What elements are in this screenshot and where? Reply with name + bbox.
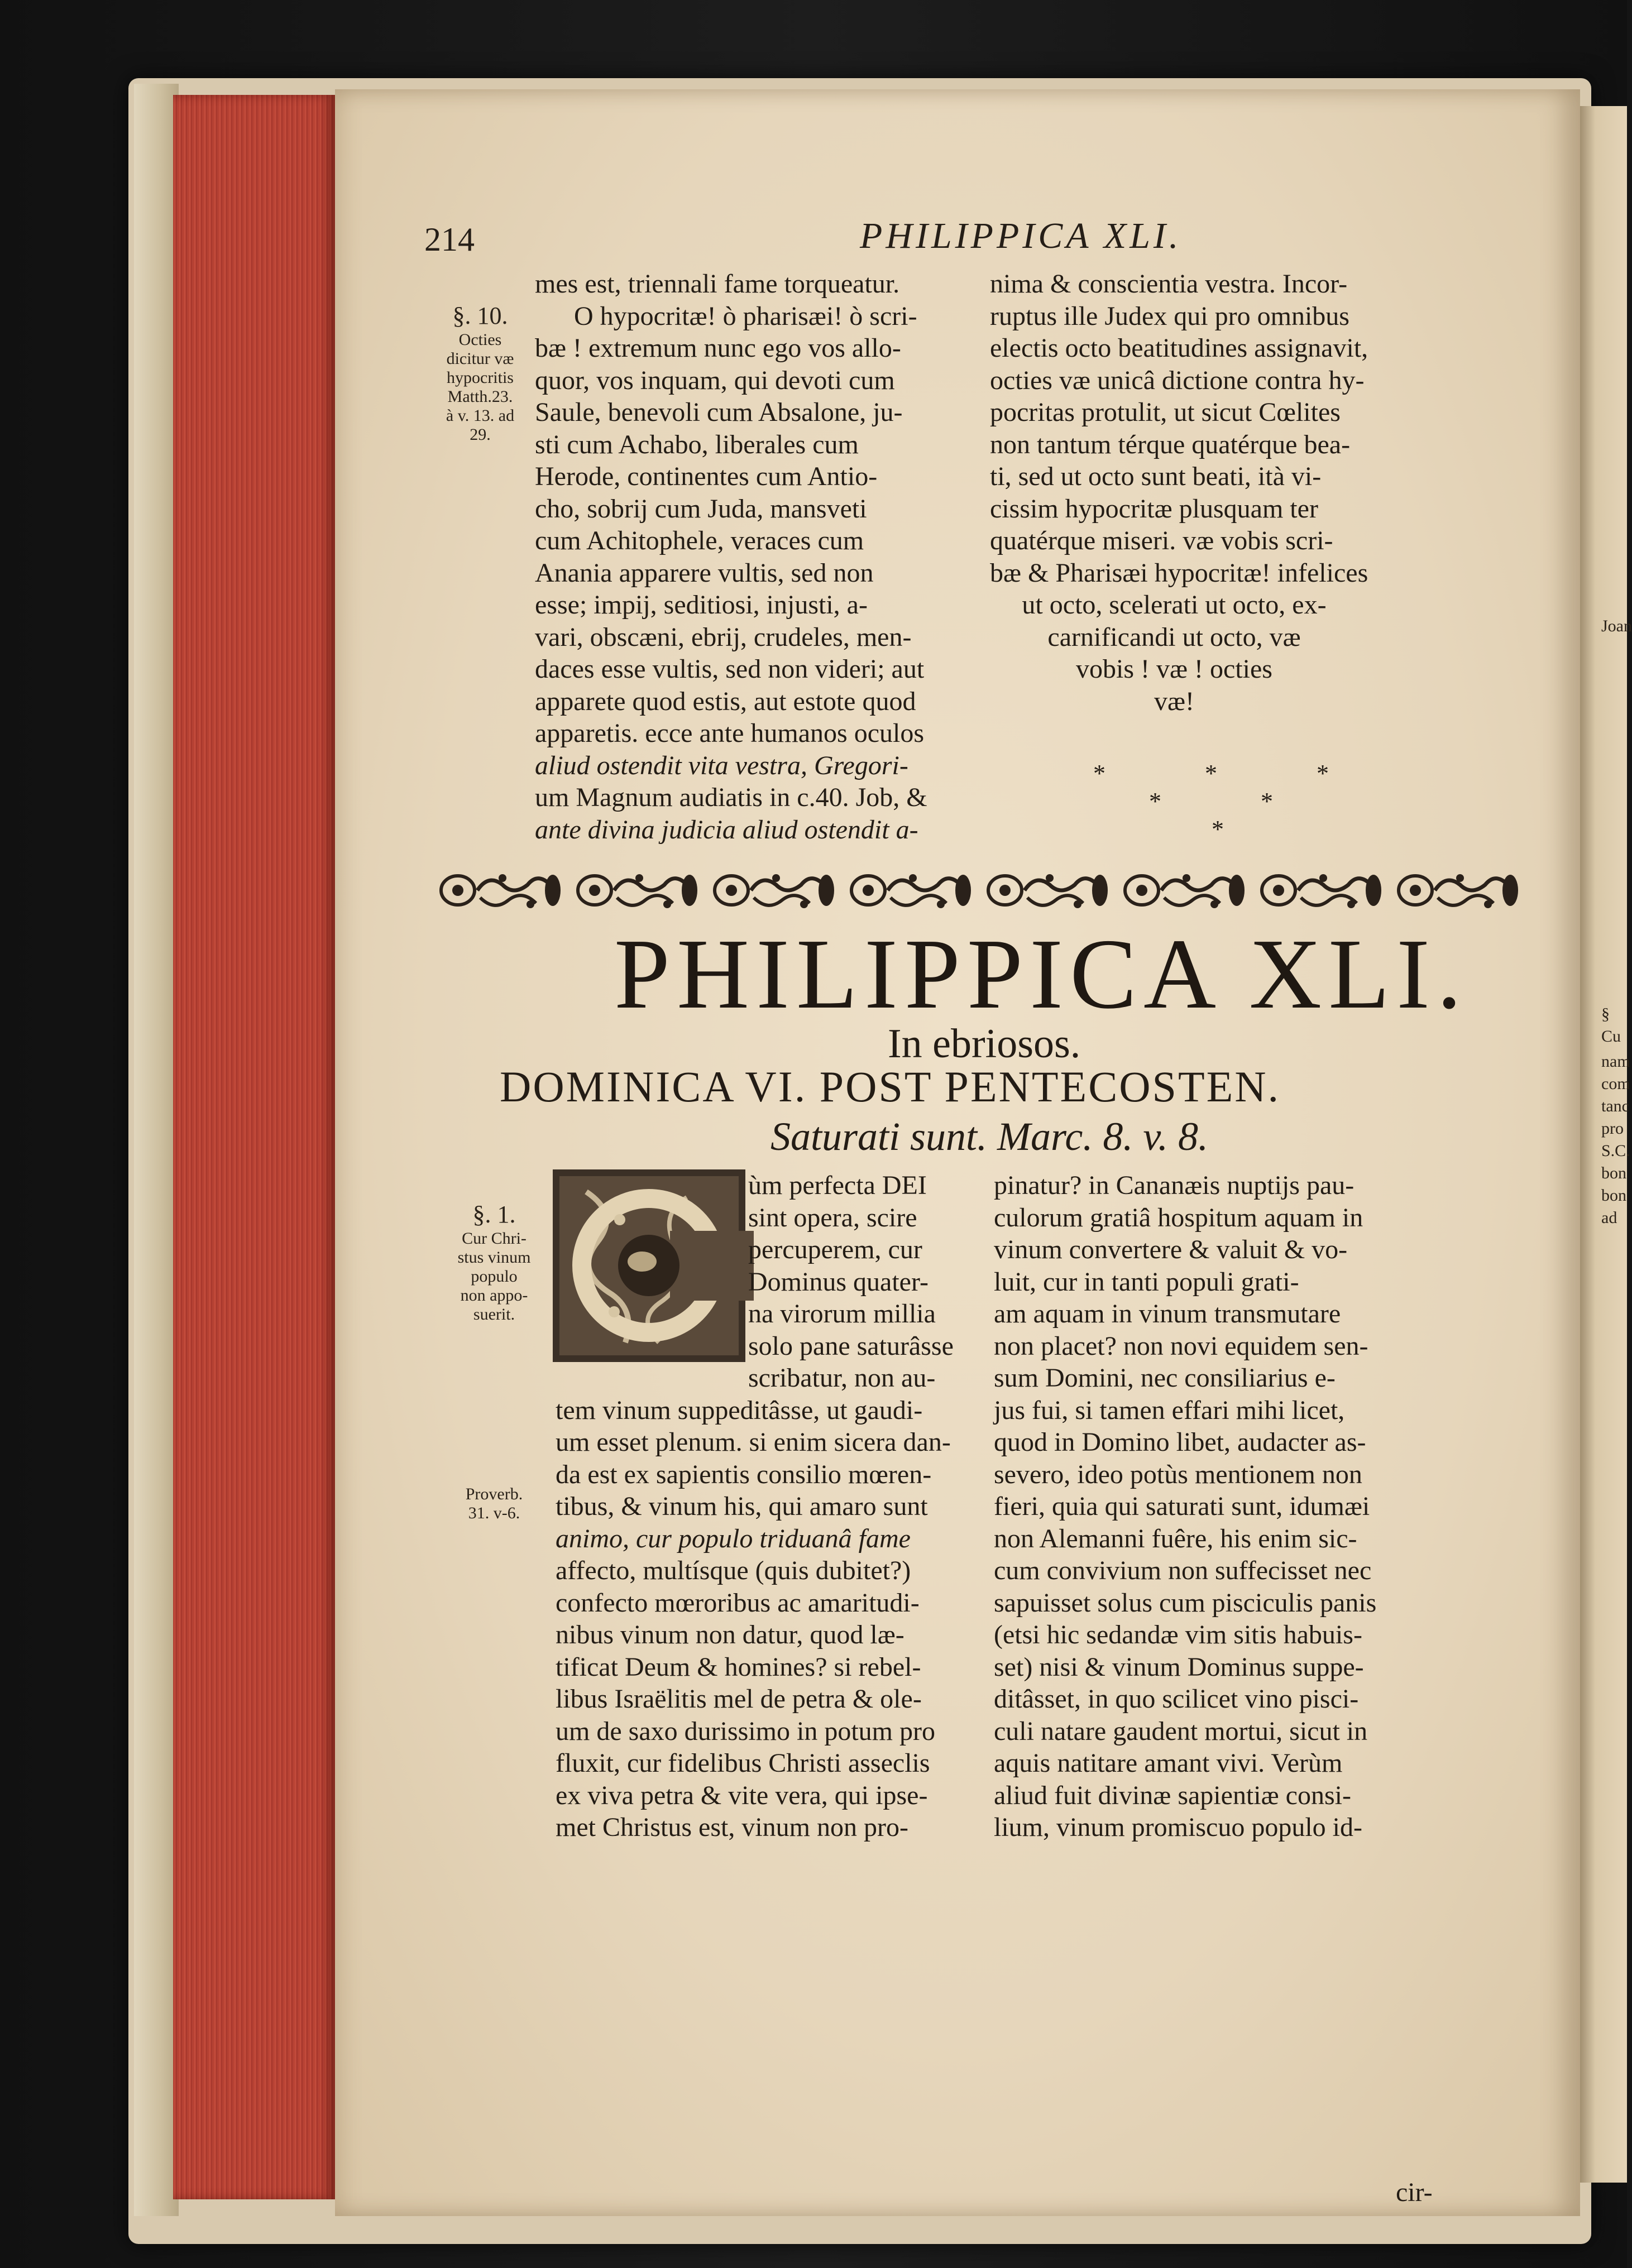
chapter-title: PHILIPPICA XLI.	[614, 918, 1469, 1029]
liturgical-day: DOMINICA VI. POST PENTECOSTEN.	[500, 1062, 1281, 1111]
text-line: fieri, quia qui saturati sunt, idumæi	[994, 1492, 1370, 1521]
text-line: bæ ! extremum nunc ego vos allo-	[535, 333, 901, 363]
margin-note-line: hypocritis	[447, 368, 514, 387]
star-glyph: *	[1149, 788, 1161, 815]
margin-note-line: suerit.	[473, 1305, 515, 1324]
vellum-spine	[134, 84, 179, 2216]
star-glyph: *	[1212, 816, 1224, 843]
text-line: jus fui, si tamen effari mihi licet,	[994, 1395, 1345, 1425]
facing-page-fragment: pro	[1601, 1119, 1624, 1138]
text-line: ùm perfecta DEI	[748, 1171, 927, 1200]
text-line: tem vinum suppeditâsse, ut gaudi-	[556, 1395, 923, 1425]
text-line: cum Achitophele, veraces cum	[535, 526, 864, 555]
facing-page-fragment: S.C.	[1601, 1142, 1630, 1160]
top-right-column	[990, 268, 1437, 717]
margin-note-top	[413, 301, 547, 444]
chapter-subtitle: In ebriosos.	[888, 1021, 1081, 1067]
text-line: carnificandi ut octo, væ	[1047, 622, 1301, 652]
text-line: vinum convertere & valuit & vo-	[994, 1235, 1348, 1264]
text-line: vari, obscæni, ebrij, crudeles, men-	[535, 622, 912, 652]
text-line: nibus vinum non datur, quod læ-	[556, 1620, 904, 1650]
margin-note-line: stus vinum	[457, 1248, 531, 1267]
text-line: (etsi hic sedandæ vim sitis habuis-	[994, 1620, 1362, 1650]
text-line: non Alemanni fuêre, his enim sic-	[994, 1523, 1357, 1553]
text-line: severo, ideo potùs mentionem non	[994, 1459, 1362, 1489]
text-line: met Christus est, vinum non pro-	[556, 1813, 908, 1842]
text-line: væ!	[1154, 686, 1194, 716]
text-line: nima & conscientia vestra. Incor-	[990, 269, 1348, 299]
text-line: esse; impij, seditiosi, injusti, a-	[535, 590, 868, 620]
text-line: ditâsset, in quo scilicet vino pisci-	[994, 1684, 1359, 1714]
text-line: mes est, triennali fame torqueatur.	[535, 269, 900, 299]
text-line: aquis natitare amant vivi. Verùm	[994, 1748, 1343, 1778]
text-line: set) nisi & vinum Dominus suppe-	[994, 1652, 1364, 1682]
margin-ref-line: Proverb.	[465, 1485, 523, 1503]
text-line: octies væ unicâ dictione contra hy-	[990, 365, 1365, 395]
text-line: non tantum térque quatérque bea-	[990, 429, 1351, 459]
text-line: cissim hypocritæ plusquam ter	[990, 493, 1318, 524]
text-line: fluxit, cur fidelibus Christi asseclis	[556, 1748, 930, 1778]
text-line: um Magnum audiatis in c.40. Job, &	[535, 783, 927, 812]
facing-page-fragment: bon	[1601, 1186, 1626, 1205]
ornament-pattern	[441, 874, 1518, 908]
facing-page-fragment: Cu	[1601, 1027, 1621, 1046]
text-line: quatérque miseri. væ vobis scri-	[990, 526, 1333, 555]
text-line: ti, sed ut octo sunt beati, ità vi-	[990, 462, 1322, 491]
text-line: non placet? non novi equidem sen-	[994, 1331, 1368, 1361]
catchword: cir-	[1396, 2178, 1433, 2207]
text-line: cum convivium non suffecisset nec	[994, 1556, 1372, 1585]
text-line: quor, vos inquam, qui devoti cum	[535, 365, 895, 395]
text-line: scribatur, non au-	[748, 1363, 936, 1393]
text-line: apparetis. ecce ante humanos oculos	[535, 718, 925, 748]
text-line: Anania apparere vultis, sed non	[535, 558, 874, 588]
bottom-right-column	[994, 1169, 1452, 1844]
running-head: PHILIPPICA XLI.	[860, 215, 1182, 256]
text-line: electis octo beatitudines assignavit,	[990, 333, 1368, 363]
text-line: aliud ostendit vita vestra, Gregori-	[535, 750, 908, 780]
text-line: cho, sobrij cum Juda, mansveti	[535, 493, 867, 524]
top-left-column	[535, 268, 982, 846]
text-line: um de saxo durissimo in potum pro	[556, 1716, 935, 1746]
asterism	[1061, 748, 1373, 848]
text-line: aliud fuit divinæ sapientiæ consi-	[994, 1780, 1351, 1810]
margin-ref-line: 31. v-6.	[468, 1504, 520, 1522]
star-glyph: *	[1317, 760, 1329, 787]
margin-note-line: à v. 13. ad	[446, 406, 515, 425]
text-line: am aquam in vinum transmutare	[994, 1299, 1341, 1329]
text-line: sti cum Achabo, liberales cum	[535, 429, 859, 459]
text-line: vobis ! væ ! octies	[1076, 654, 1272, 684]
text-line: percuperem, cur	[748, 1235, 922, 1264]
text-line: bæ & Pharisæi hypocritæ! infelices	[990, 558, 1368, 588]
text-line: pinatur? in Cananæis nuptijs pau-	[994, 1171, 1355, 1200]
facing-page-fragment: ad	[1601, 1209, 1617, 1227]
text-line: solo pane saturâsse	[748, 1331, 954, 1361]
text-line: animo, cur populo triduanâ fame	[556, 1523, 911, 1553]
margin-note-bottom	[438, 1200, 550, 1324]
text-line: culi natare gaudent mortui, sicut in	[994, 1716, 1368, 1746]
text-line: pocritas protulit, ut sicut Cœlites	[990, 397, 1341, 427]
text-line: apparete quod estis, aut estote quod	[535, 686, 916, 716]
text-line: luit, cur in tanti populi grati-	[994, 1267, 1299, 1297]
star-glyph: *	[1205, 760, 1217, 787]
margin-note-line: 29.	[470, 425, 491, 444]
text-line: ante divina judicia aliud ostendit a-	[535, 814, 918, 845]
text-line: tificat Deum & homines? si rebel-	[556, 1652, 921, 1682]
text-line: libus Israëlitis mel de petra & ole-	[556, 1684, 922, 1714]
text-line: sint opera, scire	[748, 1202, 917, 1233]
text-line: Saule, benevoli cum Absalone, ju-	[535, 397, 903, 427]
facing-page-fragment: nam	[1601, 1052, 1630, 1071]
star-glyph: *	[1261, 788, 1273, 815]
margin-note-line: Cur Chri-	[462, 1229, 527, 1248]
text-line: um esset plenum. si enim sicera dan-	[556, 1427, 951, 1457]
text-line: affecto, multísque (quis dubitet?)	[556, 1556, 911, 1585]
text-line: confecto mœroribus ac amaritudi-	[556, 1588, 920, 1618]
bottom-left-column	[556, 1169, 997, 1844]
text-line: na virorum millia	[748, 1299, 936, 1329]
text-line: ruptus ille Judex qui pro omnibus	[990, 301, 1349, 331]
text-line: ut octo, scelerati ut octo, ex-	[1022, 590, 1327, 620]
facing-page-fragment: bon	[1601, 1164, 1626, 1182]
scripture-reference: Saturati sunt. Marc. 8. v. 8.	[770, 1114, 1208, 1159]
red-page-edges	[173, 95, 335, 2199]
text-line: Dominus quater-	[748, 1267, 929, 1297]
star-glyph: *	[1093, 760, 1105, 787]
text-line: ex viva petra & vite vera, qui ipse-	[556, 1780, 928, 1810]
margin-note-line: Matth.23.	[447, 387, 513, 406]
text-line: O hypocritæ! ò pharisæi! ò scri-	[574, 301, 917, 331]
text-line: culorum gratiâ hospitum aquam in	[994, 1202, 1363, 1233]
margin-note-line: dicitur væ	[446, 349, 514, 368]
facing-page-fragment: com	[1601, 1075, 1630, 1093]
text-line: lium, vinum promiscuo populo id-	[994, 1813, 1362, 1842]
text-line: tibus, & vinum his, qui amaro sunt	[556, 1492, 928, 1521]
margin-reference	[441, 1485, 547, 1523]
section-number: §. 1.	[472, 1201, 516, 1228]
section-number: §. 10.	[452, 302, 508, 329]
text-line: daces esse vultis, sed non videri; aut	[535, 654, 925, 684]
text-line: da est ex sapientis consilio mœren-	[556, 1459, 932, 1489]
text-line: sum Domini, nec consiliarius e-	[994, 1363, 1336, 1393]
ornamental-border	[435, 864, 1530, 917]
margin-note-line: non appo-	[460, 1286, 528, 1305]
page-number: 214	[424, 221, 475, 258]
facing-page-fragment: §	[1601, 1005, 1610, 1023]
facing-page-fragment: tanc	[1601, 1097, 1629, 1115]
margin-note-line: populo	[471, 1267, 518, 1286]
text-line: Herode, continentes cum Antio-	[535, 462, 878, 491]
text-line: quod in Domino libet, audacter as-	[994, 1427, 1366, 1457]
margin-note-line: Octies	[458, 330, 502, 349]
facing-page-fragment: Joan	[1601, 617, 1632, 635]
text-line: sapuisset solus cum pisciculis panis	[994, 1588, 1377, 1618]
